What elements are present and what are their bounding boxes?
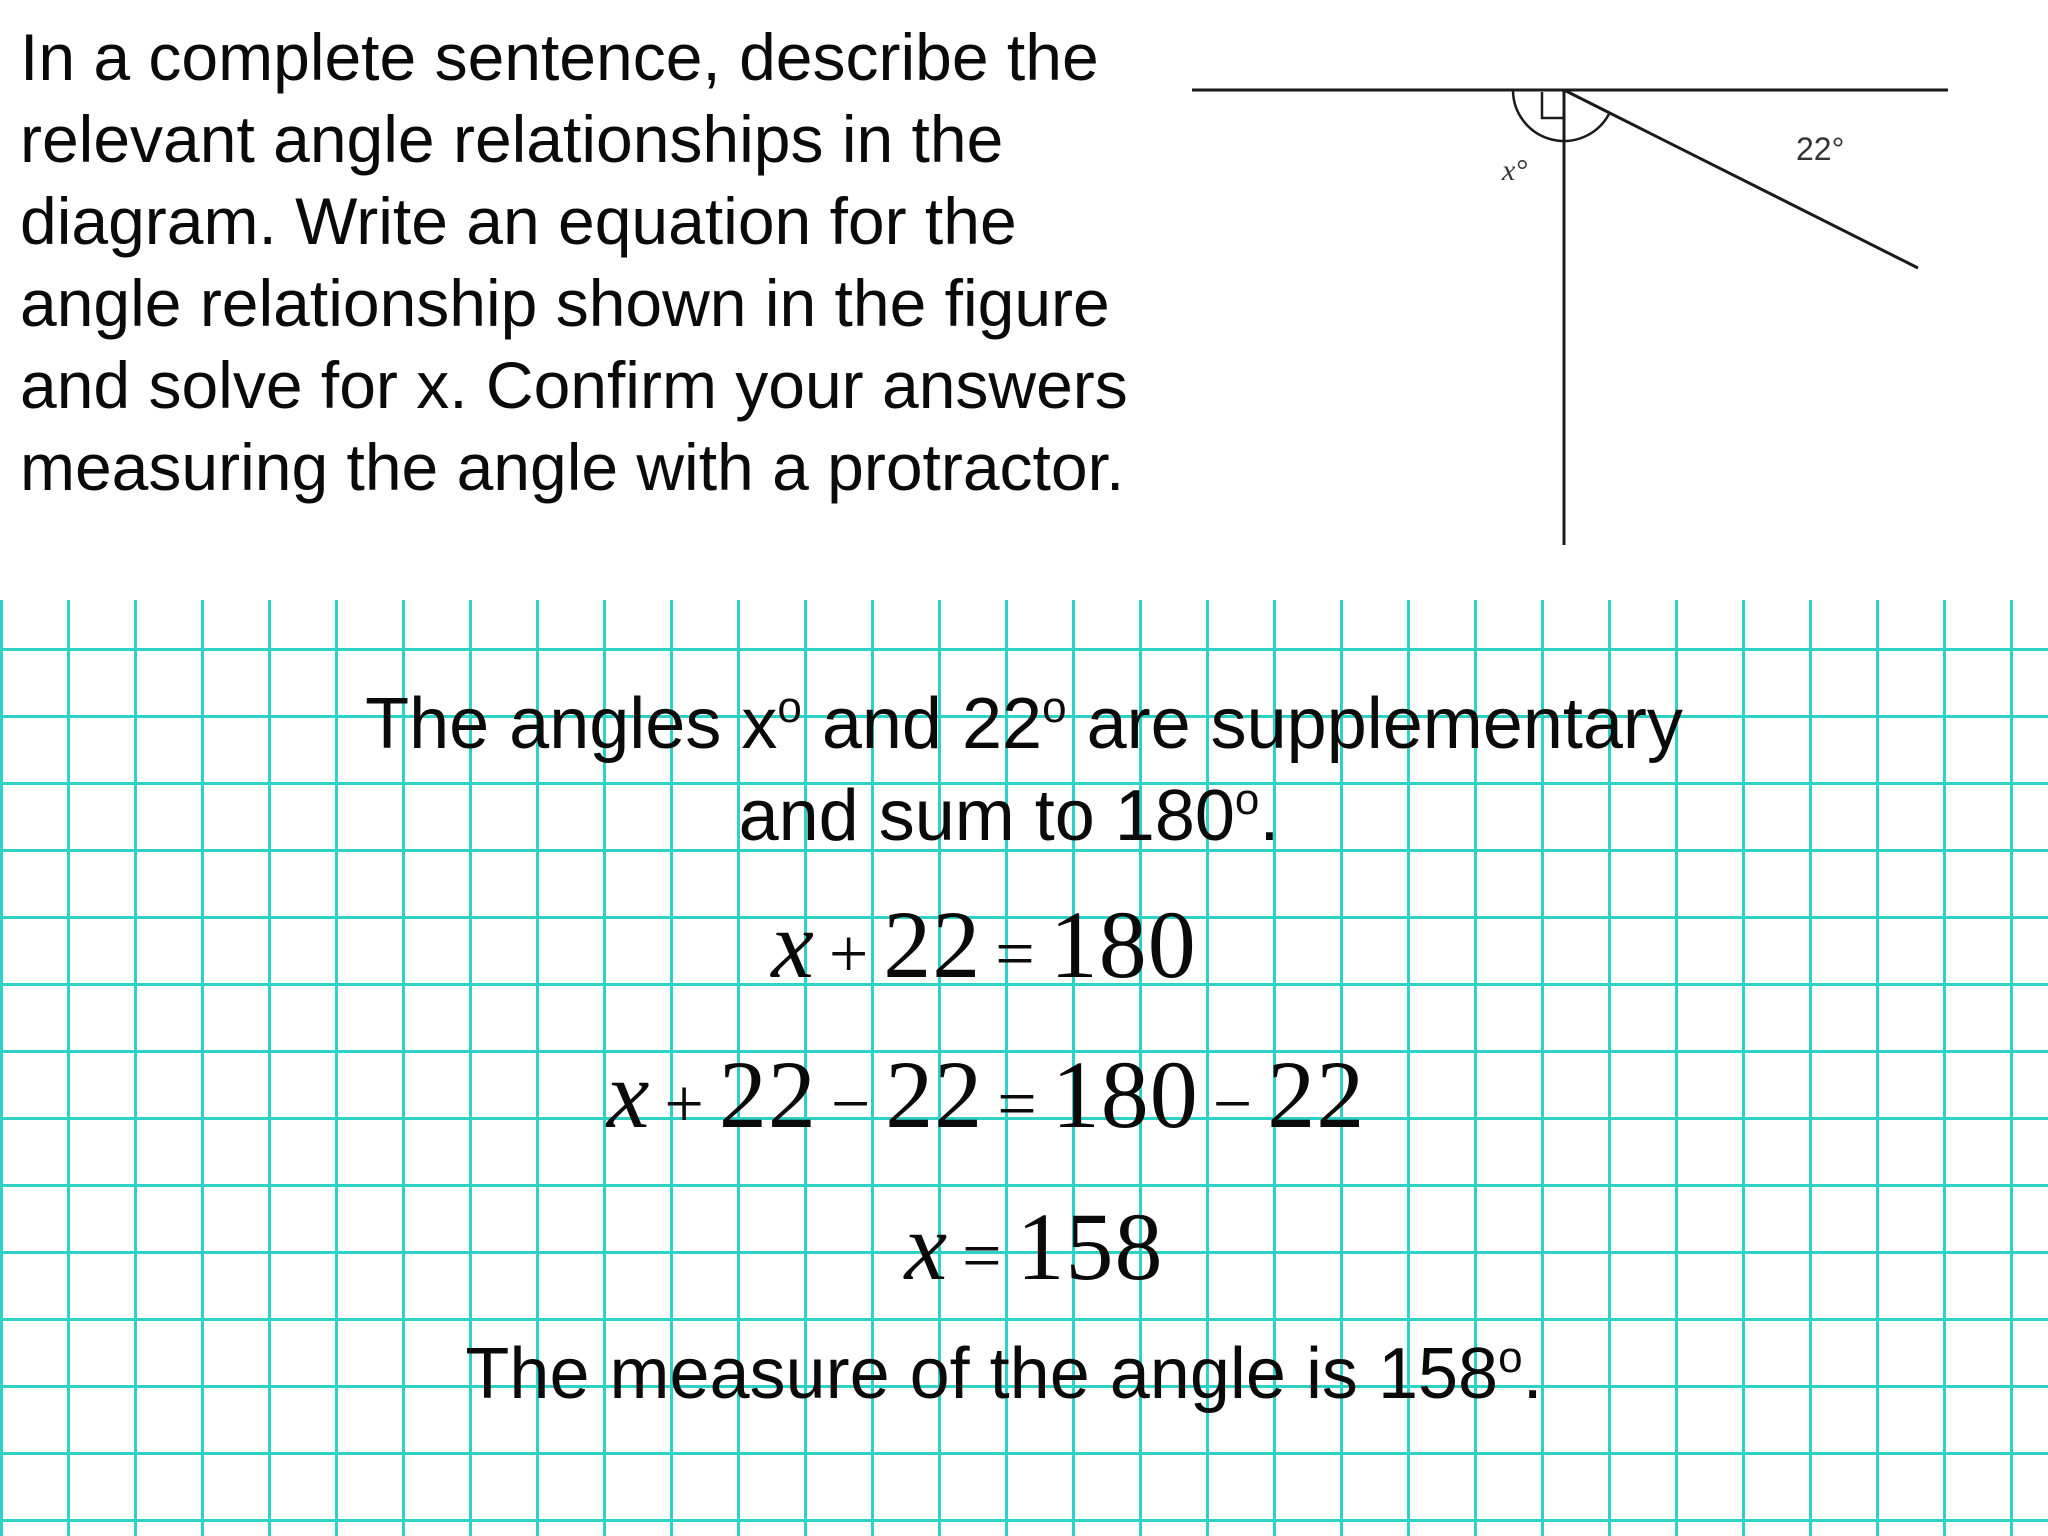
slanted-ray xyxy=(1564,90,1918,268)
conclusion-text: . xyxy=(1522,1334,1543,1414)
number: 22 xyxy=(883,891,982,998)
answer-text: are supplementary xyxy=(1066,684,1683,764)
conclusion-sentence xyxy=(0,1328,2028,1420)
question-text: In a complete sentence, describe the relevant angle relationships in the diagram. Write an equation for the angle relationship shown in the figure and solve for x. Confirm your answers measuring the angle with a protractor. xyxy=(20,20,1128,504)
angle-x-arc xyxy=(1513,90,1609,141)
answer-text: and 22 xyxy=(801,684,1043,764)
variable: x xyxy=(606,1041,651,1148)
operator: − xyxy=(1212,1066,1254,1143)
operator: + xyxy=(828,916,870,993)
number: 22 xyxy=(1267,1041,1366,1148)
operator: = xyxy=(962,1218,1003,1295)
degree-symbol: o xyxy=(777,683,802,732)
number: 180 xyxy=(1051,1041,1199,1148)
number: 158 xyxy=(1016,1193,1164,1300)
right-angle-marker xyxy=(1542,92,1564,118)
operator: − xyxy=(830,1066,872,1143)
answer-text: The angles x xyxy=(365,684,778,764)
answer-sentence xyxy=(0,678,2048,862)
answer-line-2 xyxy=(0,770,2048,862)
degree-symbol: o xyxy=(1042,683,1067,732)
variable: x xyxy=(904,1193,949,1300)
answer-text: and sum to 180 xyxy=(738,776,1235,856)
degree-symbol: o xyxy=(1234,775,1260,824)
angle-x-label: x° xyxy=(1502,154,1528,187)
equation-2 xyxy=(0,1040,2010,1160)
operator: = xyxy=(997,1066,1038,1143)
angle-22-label: 22° xyxy=(1796,131,1845,167)
answer-line-1 xyxy=(365,684,1683,764)
number: 22 xyxy=(885,1041,984,1148)
degree-symbol: o xyxy=(1498,1333,1523,1382)
equation-3 xyxy=(10,1192,2048,1312)
operator: = xyxy=(995,916,1036,993)
answer-text: . xyxy=(1259,776,1280,856)
operator: + xyxy=(664,1066,705,1143)
angle-diagram xyxy=(1180,40,1970,560)
number: 22 xyxy=(718,1041,817,1148)
number: 180 xyxy=(1049,891,1197,998)
equation-1 xyxy=(0,890,2008,1010)
conclusion-text: The measure of the angle is 158 xyxy=(465,1334,1499,1414)
variable: x xyxy=(771,891,815,998)
